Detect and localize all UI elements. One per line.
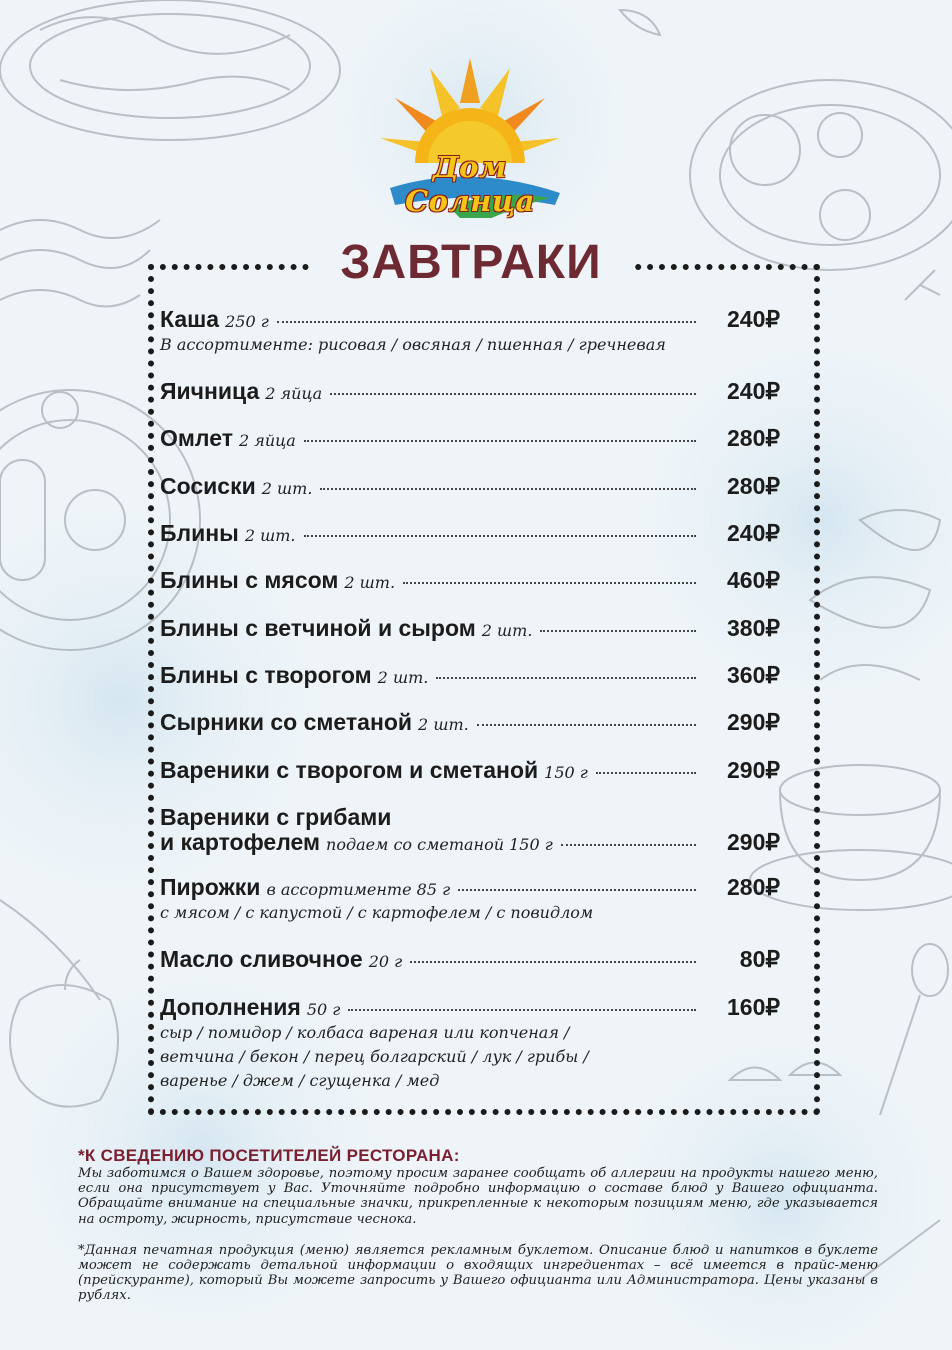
- menu-item: [160, 567, 780, 594]
- item-name: Пирожки: [160, 874, 261, 900]
- item-price: 240₽: [726, 378, 780, 404]
- item-note: 150 г: [544, 763, 588, 782]
- item-price: 240₽: [726, 306, 780, 332]
- dot-leader: [304, 535, 696, 537]
- item-note: 2 шт.: [377, 668, 429, 687]
- item-price: 160₽: [726, 994, 780, 1020]
- menu-item: [160, 994, 780, 1093]
- item-name: Сосиски: [160, 473, 256, 499]
- item-desc-line: ветчина / бекон / перец болгарский / лук / грибы /: [160, 1047, 589, 1066]
- item-name: Омлет: [160, 425, 233, 451]
- item-name: Блины: [160, 520, 239, 546]
- menu-item: [160, 757, 780, 784]
- dot-leader: [561, 844, 696, 846]
- notice-title: *К СВЕДЕНИЮ ПОСЕТИТЕЛЕЙ РЕСТОРАНА:: [78, 1146, 460, 1165]
- item-note: 2 шт.: [418, 715, 469, 734]
- dot-leader: [458, 889, 696, 891]
- item-name-line2: и картофелем: [160, 829, 321, 855]
- item-note: 2 яйца: [238, 431, 296, 450]
- notice-text: Мы заботимся о Вашем здоровье, поэтому просим заранее сообщать об аллергии на продукты нашего меню, если она присутствует у Вас. Уточняйте подробно информацию о составе блюд у Вашего официанта. Обращайте внимание на специальные значки, прикрепленные к некоторым позициям меню, где указывается на остроту, жирность, присутствие чеснока.: [78, 1166, 878, 1227]
- logo-text: Дом Солнца: [405, 150, 535, 218]
- item-note: 2 шт.: [344, 573, 396, 592]
- item-price: 280₽: [726, 874, 780, 900]
- menu-item: [160, 473, 780, 500]
- item-desc-line: сыр / помидор / колбаса вареная или копченая /: [160, 1023, 570, 1042]
- item-price: 360₽: [726, 662, 780, 688]
- dot-leader: [304, 440, 696, 442]
- item-note: в ассортименте 85 г: [266, 880, 451, 899]
- item-desc-line: варенье / джем / сгущенка / мед: [160, 1071, 440, 1090]
- item-note: 250 г: [225, 312, 269, 331]
- item-price: 290₽: [726, 757, 780, 783]
- menu-title-wrap: [310, 232, 632, 294]
- dot-leader: [410, 961, 696, 963]
- dot-leader: [403, 582, 696, 584]
- dot-leader: [436, 677, 696, 679]
- dot-leader: [348, 1009, 696, 1011]
- menu-item: [160, 874, 780, 925]
- item-name: Яичница: [160, 378, 260, 404]
- item-price: 80₽: [739, 946, 780, 972]
- item-price: 240₽: [726, 520, 780, 546]
- dot-leader: [596, 772, 696, 774]
- menu-item: [160, 306, 780, 357]
- menu-title: ЗАВТРАКИ: [340, 236, 602, 289]
- item-note: 2 шт.: [244, 526, 296, 545]
- item-note: 2 шт.: [261, 479, 313, 498]
- item-name: Вареники с творогом и сметаной: [160, 757, 539, 783]
- item-note: 2 яйца: [265, 384, 323, 403]
- item-name: Дополнения: [160, 994, 301, 1020]
- item-price: 460₽: [726, 567, 780, 593]
- dot-leader: [330, 393, 696, 395]
- item-name: Масло сливочное: [160, 946, 363, 972]
- dot-leader: [320, 488, 696, 490]
- restaurant-logo: [370, 48, 570, 218]
- item-note: 2 шт.: [481, 621, 533, 640]
- menu-item: [160, 520, 780, 547]
- dot-leader: [477, 724, 696, 726]
- visitor-notice: [78, 1146, 878, 1304]
- item-price: 290₽: [726, 709, 780, 735]
- menu-item: [160, 662, 780, 689]
- disclaimer-text: *Данная печатная продукция (меню) является рекламным буклетом. Описание блюд и напитков в буклете может не содержать детальной информации о входящих ингредиентах – всё имеется в прайс-меню (прейскуранте), который Вы можете запросить у Вашего официанта или Администратора. Цены указаны в рублях.: [78, 1242, 878, 1304]
- item-name: Блины с творогом: [160, 662, 372, 688]
- item-name: Блины с ветчиной и сыром: [160, 615, 476, 641]
- item-price: 280₽: [726, 425, 780, 451]
- item-price: 280₽: [726, 473, 780, 499]
- item-price: 380₽: [726, 615, 780, 641]
- menu-item: [160, 709, 780, 736]
- menu-item: [160, 805, 780, 856]
- item-note: 50 г: [306, 1000, 341, 1019]
- item-desc: В ассортименте: рисовая / овсяная / пшенная / гречневая: [160, 335, 666, 354]
- menu-item: [160, 378, 780, 405]
- item-desc: с мясом / с капустой / с картофелем / с повидлом: [160, 903, 594, 922]
- item-name-line1: Вареники с грибами: [160, 804, 392, 830]
- menu-item: [160, 425, 780, 452]
- item-name: Блины с мясом: [160, 567, 339, 593]
- item-note: подаем со сметаной 150 г: [326, 835, 553, 854]
- dot-leader: [540, 630, 696, 632]
- item-price: 290₽: [726, 829, 780, 855]
- item-name: Сырники со сметаной: [160, 709, 413, 735]
- item-name: Каша: [160, 306, 220, 332]
- item-note: 20 г: [368, 952, 403, 971]
- dot-leader: [277, 321, 696, 323]
- menu-item: [160, 615, 780, 642]
- menu-item: [160, 946, 780, 973]
